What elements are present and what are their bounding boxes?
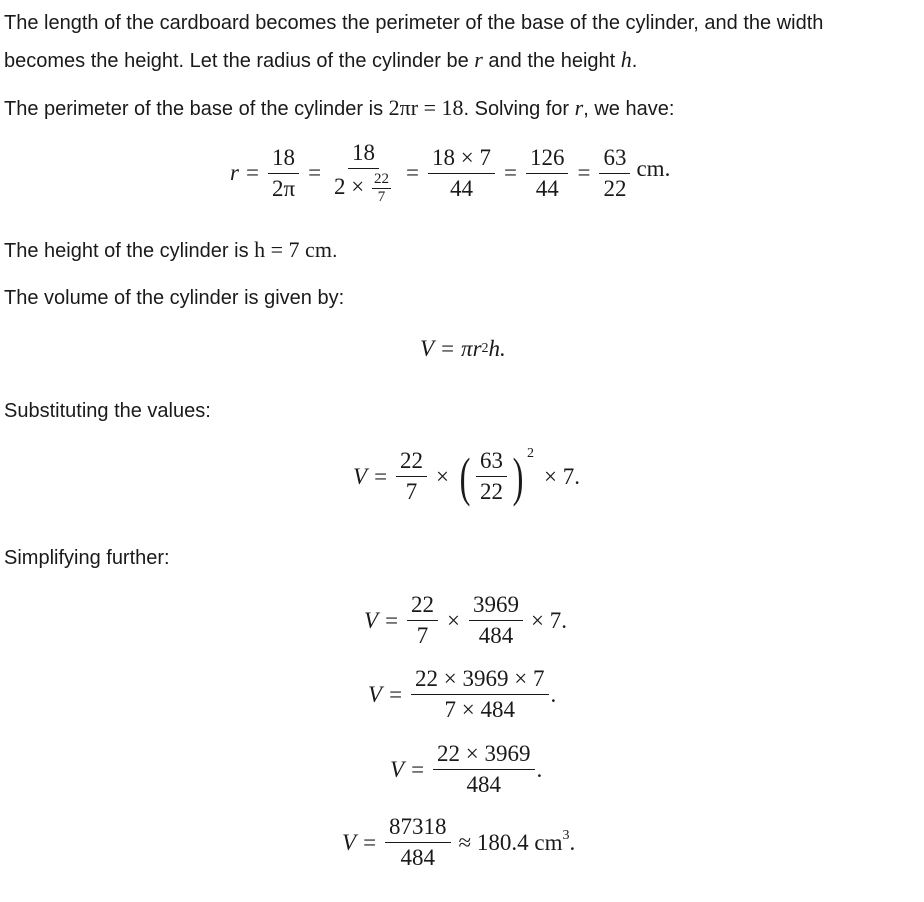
fraction: $\frac{63}{22}$ xyxy=(476,448,507,505)
text: Simplifying further: xyxy=(4,547,170,569)
equation-simplify-step4: V = $\frac{87318}{484}$ ≈ 180.4 cm $^3$ . xyxy=(342,814,576,870)
fraction: $\frac{87318}{484}$ xyxy=(385,814,451,871)
text: . xyxy=(631,50,638,72)
text: Substituting the values: xyxy=(4,400,211,422)
fraction: $\frac{22}{7}$ xyxy=(396,448,427,505)
equation-simplify-step1: V = $\frac{22}{7}$ × $\frac{3969}{484}$ × 7. xyxy=(364,592,568,648)
math-height: h = 7 cm xyxy=(254,237,332,262)
fraction: 18 2 × $\frac{22}{7}$ xyxy=(334,140,390,205)
math-var-r: r xyxy=(574,95,584,120)
paragraph-perimeter xyxy=(4,89,674,128)
paragraph-simplifying xyxy=(4,539,170,577)
text: , we have: xyxy=(583,98,675,120)
fraction: $\frac{63}{22}$ xyxy=(599,145,630,202)
equation-volume-formula: V = πr 2 h. xyxy=(420,336,506,361)
equation-simplify-step3: V = $\frac{22 \times 3969}{484}$ . xyxy=(390,741,543,797)
fraction: $\frac{126}{44}$ xyxy=(526,145,569,202)
text: and the height xyxy=(482,50,621,72)
paragraph-intro-line1 xyxy=(4,4,823,42)
math-var-h: h xyxy=(620,47,632,72)
text: becomes the height. Let the radius of the cylinder be xyxy=(4,50,475,72)
equation-substitution: V = $\frac{22}{7}$ × ( $\frac{63}{22}$ ) $^2$ × 7. xyxy=(353,446,580,507)
fraction: $\frac{22}{7}$ xyxy=(407,592,438,649)
fraction-small: $\frac{22}{7}$ xyxy=(374,171,390,205)
fraction: $\frac{22 \times 3969 \times 7}{7 \times 484}$ xyxy=(411,666,548,723)
text: The length of the cardboard becomes the perimeter of the base of the cylinder, and the width xyxy=(4,12,824,34)
fraction: $\frac{18}{2\pi}$ xyxy=(268,145,299,202)
equation-radius: r = $\frac{18}{2\pi}$ = 18 2 × $\frac{22}{7}$ = $\frac{18 \times 7}{44}$ = $\frac{126}{44}$ = $\frac{63}{22}$ cm. xyxy=(230,140,671,205)
equation-simplify-step2: V = $\frac{22 \times 3969 \times 7}{7 \times 484}$ . xyxy=(368,666,557,722)
math-var-r: r xyxy=(474,47,483,72)
paragraph-volume-intro xyxy=(4,279,344,317)
fraction: $\frac{3969}{484}$ xyxy=(469,592,523,649)
text: . Solving for xyxy=(463,98,575,120)
text: The volume of the cylinder is given by: xyxy=(4,287,345,309)
paragraph-substituting xyxy=(4,392,211,430)
fraction: $\frac{22 \times 3969}{484}$ xyxy=(433,741,534,798)
text: The height of the cylinder is xyxy=(4,240,255,262)
unit: cm. xyxy=(636,156,671,181)
eq-lhs: r xyxy=(230,160,239,185)
text: The perimeter of the base of the cylinder is xyxy=(4,98,389,120)
paragraph-height xyxy=(4,231,338,270)
paragraph-intro-line2 xyxy=(4,41,637,80)
fraction: $\frac{18 \times 7}{44}$ xyxy=(428,145,495,202)
text: . xyxy=(331,240,338,262)
math-perimeter: 2πr = 18 xyxy=(388,95,464,120)
